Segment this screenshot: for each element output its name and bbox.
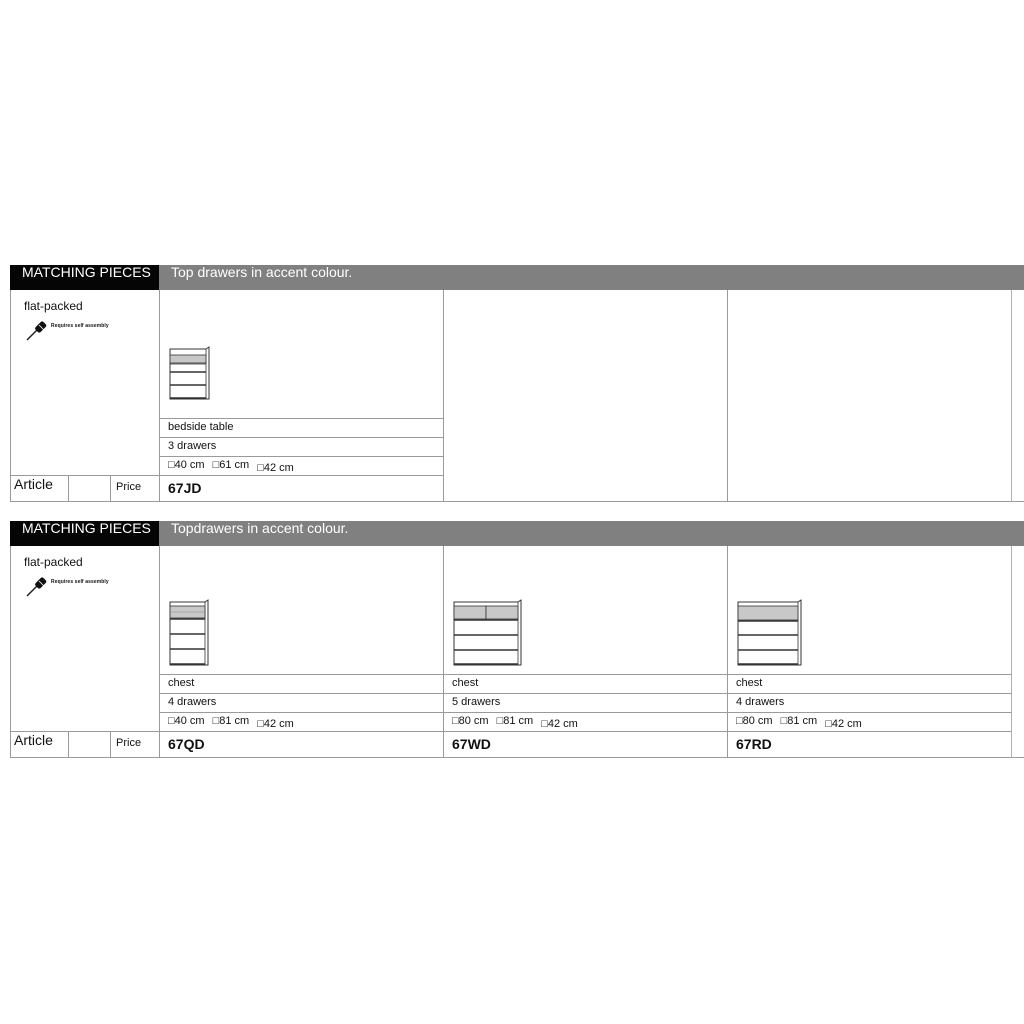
dim-depth: □42 cm bbox=[541, 718, 578, 730]
product-drawers: 4 drawers bbox=[160, 693, 443, 712]
dim-width: □40 cm bbox=[168, 459, 205, 471]
product-card-67WD[interactable] bbox=[444, 546, 728, 757]
screwdriver-icon bbox=[24, 573, 54, 599]
header-matching-pieces: MATCHING PIECES bbox=[10, 521, 159, 546]
article-code[interactable]: 67RD bbox=[728, 731, 1011, 757]
dim-width: □80 cm bbox=[452, 715, 489, 727]
product-card-67QD[interactable] bbox=[160, 546, 444, 757]
product-name: bedside table bbox=[160, 418, 443, 437]
section-header bbox=[10, 265, 1024, 290]
product-dimensions bbox=[728, 712, 1011, 731]
price-label: Price bbox=[116, 737, 142, 749]
price-label: Price bbox=[116, 481, 142, 493]
header-accent-note: Top drawers in accent colour. bbox=[159, 265, 1024, 290]
dim-height: □81 cm bbox=[212, 715, 250, 727]
article-label: Article bbox=[14, 476, 53, 492]
product-grid bbox=[10, 546, 1024, 758]
article-label: Article bbox=[14, 732, 53, 748]
empty-product-slot bbox=[728, 290, 1012, 501]
dim-depth: □42 cm bbox=[257, 718, 294, 730]
dim-width: □80 cm bbox=[736, 715, 773, 727]
article-box bbox=[68, 731, 111, 757]
dim-depth: □42 cm bbox=[825, 718, 862, 730]
product-dimensions bbox=[160, 456, 443, 475]
bedside-table-3-drawers-icon bbox=[168, 345, 212, 401]
article-code[interactable]: 67WD bbox=[444, 731, 727, 757]
article-price-row bbox=[11, 475, 160, 501]
product-dimensions bbox=[444, 712, 727, 731]
info-column bbox=[11, 290, 160, 501]
dim-depth: □42 cm bbox=[257, 462, 294, 474]
wide-chest-4-drawers-icon bbox=[736, 598, 808, 668]
narrow-chest-4-drawers-icon bbox=[168, 598, 212, 668]
product-name: chest bbox=[444, 674, 727, 693]
product-drawers: 5 drawers bbox=[444, 693, 727, 712]
dim-height: □81 cm bbox=[496, 715, 534, 727]
product-drawers: 3 drawers bbox=[160, 437, 443, 456]
screwdriver-icon bbox=[24, 317, 54, 343]
dim-height: □61 cm bbox=[212, 459, 250, 471]
self-assembly-text: Requires self assembly bbox=[51, 579, 109, 585]
product-drawers: 4 drawers bbox=[728, 693, 1011, 712]
article-price-row bbox=[11, 731, 160, 757]
header-matching-pieces: MATCHING PIECES bbox=[10, 265, 159, 290]
flat-packed-label: flat-packed bbox=[24, 299, 83, 313]
self-assembly-text: Requires self assembly bbox=[51, 323, 109, 329]
wide-chest-5-drawers-icon bbox=[452, 598, 524, 668]
article-box bbox=[68, 475, 111, 501]
product-card-67JD[interactable] bbox=[160, 290, 444, 501]
product-name: chest bbox=[728, 674, 1011, 693]
article-code[interactable]: 67QD bbox=[160, 731, 443, 757]
section-header bbox=[10, 521, 1024, 546]
self-assembly-badge bbox=[24, 573, 124, 599]
empty-product-slot bbox=[444, 290, 728, 501]
dim-width: □40 cm bbox=[168, 715, 205, 727]
product-grid bbox=[10, 290, 1024, 502]
flat-packed-label: flat-packed bbox=[24, 555, 83, 569]
grid-edge-divider bbox=[1011, 290, 1012, 502]
product-dimensions bbox=[160, 712, 443, 731]
grid-edge-divider bbox=[1011, 546, 1012, 758]
article-code[interactable]: 67JD bbox=[160, 475, 443, 501]
self-assembly-badge bbox=[24, 317, 124, 343]
product-name: chest bbox=[160, 674, 443, 693]
header-accent-note: Topdrawers in accent colour. bbox=[159, 521, 1024, 546]
info-column bbox=[11, 546, 160, 757]
product-card-67RD[interactable] bbox=[728, 546, 1012, 757]
dim-height: □81 cm bbox=[780, 715, 818, 727]
